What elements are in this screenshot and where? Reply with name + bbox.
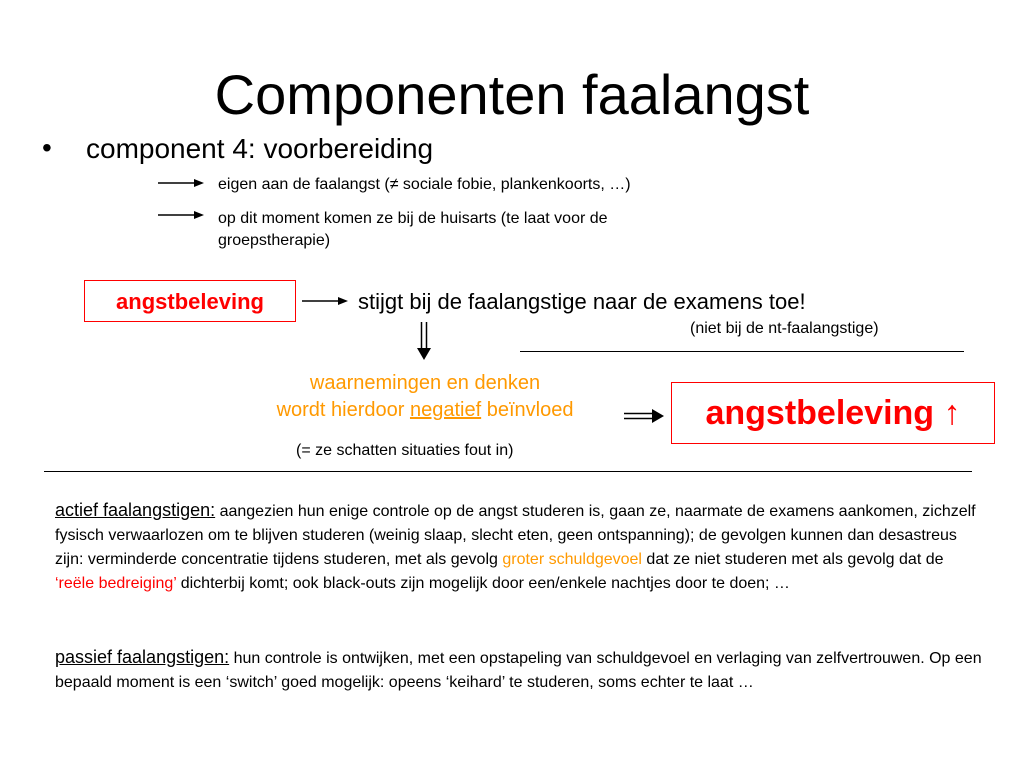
sub-item-2-line2: groepstherapie) [218, 232, 331, 249]
ze-schatten-text: (= ze schatten situaties fout in) [296, 442, 514, 459]
passief-heading: passief faalangstigen: [55, 647, 230, 667]
sub-item-2 [218, 208, 608, 252]
actief-text-2: dat ze niet studeren met als gevolg dat de [641, 551, 944, 568]
bullet-icon: • [42, 132, 52, 163]
actief-text-1: aangezien hun enige controle op de angst studeren is, gaan ze, naarmate de examens aankomen, zichzelf fysisch verwaarlozen om te blijven studeren (weinig slaap, slecht eten, geen ontspanning); de gevolgen kunnen dan desastreus zijn: verminderde concentratie tijdens studeren, met als gevolg [55, 503, 976, 568]
actief-paragraph [55, 498, 985, 596]
sub-item-2-line1: op dit moment komen ze bij de huisarts (te laat voor de [218, 210, 608, 227]
sub-item-1: eigen aan de faalangst (≠ sociale fobie, plankenkoorts, …) [218, 176, 631, 193]
niet-text: (niet bij de nt-faalangstige) [690, 320, 879, 337]
bullet-text: component 4: voorbereiding [86, 133, 434, 164]
groter-schuldgevoel-text: groter schuldgevoel [502, 551, 642, 568]
waarnemingen-line2 [215, 397, 635, 424]
angstbeleving-up-box: angstbeleving ↑ [671, 382, 995, 444]
slide-title: Componenten faalangst [214, 63, 810, 126]
stijgt-text: stijgt bij de faalangstige naar de examens toe! [358, 289, 806, 314]
actief-heading: actief faalangstigen: [55, 500, 216, 520]
reele-bedreiging-text: ‘reële bedreiging’ [55, 575, 177, 592]
divider-line [520, 351, 964, 352]
actief-text-3: dichterbij komt; ook black-outs zijn mogelijk door een/enkele nachtjes door te doen; … [176, 575, 790, 592]
waarnemingen-pre: wordt hierdoor [276, 399, 410, 421]
waarnemingen-text [215, 370, 635, 424]
waarnemingen-line1: waarnemingen en denken [309, 372, 541, 394]
negatief-underlined: negatief [409, 399, 482, 421]
divider-line [44, 471, 972, 472]
double-arrow-down-icon [414, 322, 434, 360]
arrow-right-icon [302, 294, 348, 308]
angstbeleving-box: angstbeleving [84, 280, 296, 322]
arrow-right-icon [158, 208, 204, 222]
arrow-right-icon [158, 176, 204, 190]
passief-paragraph [55, 645, 985, 695]
waarnemingen-post: beïnvloed [481, 399, 574, 421]
passief-text-1: hun controle is ontwijken, met een opstapeling van schuldgevoel en verlaging van zelfvertrouwen. Op een bepaald moment is een ‘switch’ goed mogelijk: opeens ‘keihard’ te studeren, soms echter te laat … [55, 650, 982, 691]
double-arrow-right-icon [624, 408, 664, 424]
